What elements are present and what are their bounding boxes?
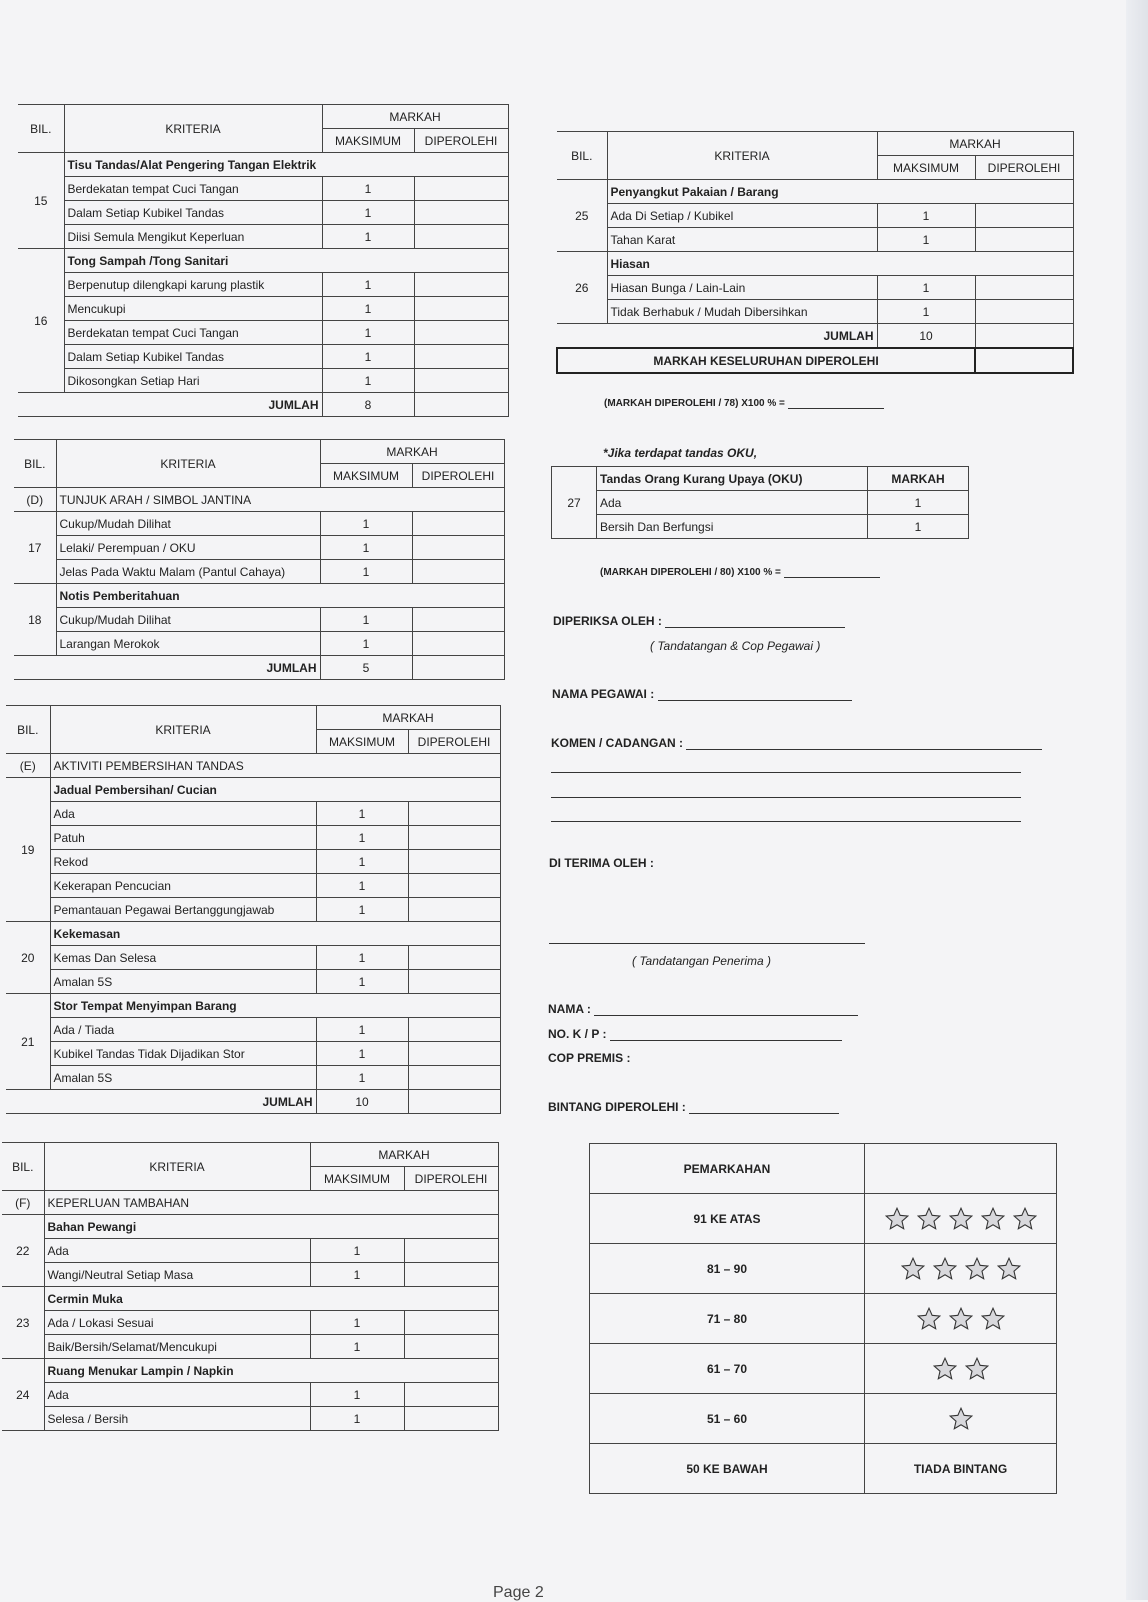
max-score: 1 — [310, 1239, 404, 1263]
jumlah-label: JUMLAH — [14, 656, 320, 680]
obtained-score-cell[interactable] — [975, 300, 1073, 324]
table-row — [557, 228, 1073, 252]
col-diperolehi: DIPEROLEHI — [412, 464, 504, 488]
col-diperolehi: DIPEROLEHI — [408, 730, 500, 754]
jumlah-obtained-cell[interactable] — [412, 656, 504, 680]
table-row — [6, 850, 500, 874]
col-diperolehi: DIPEROLEHI — [975, 156, 1073, 180]
sig-penerima-caption: ( Tandatangan Penerima ) — [632, 954, 771, 968]
star-icon — [996, 1256, 1022, 1282]
star-icon — [916, 1206, 942, 1232]
criteria-label: Ada — [597, 491, 868, 515]
max-score: 1 — [320, 632, 412, 656]
table-row — [18, 369, 508, 393]
max-score: 1 — [877, 228, 975, 252]
col-bil: BIL. — [14, 440, 56, 488]
rating-row — [590, 1394, 1057, 1444]
criteria-label: Mencukupi — [64, 297, 322, 321]
star-rating — [866, 1206, 1055, 1232]
criteria-label: Dikosongkan Setiap Hari — [64, 369, 322, 393]
table-row — [6, 802, 500, 826]
max-score: 1 — [320, 608, 412, 632]
group-title: Jadual Pembersihan/ Cucian — [50, 778, 500, 802]
nama-line[interactable] — [594, 1015, 858, 1016]
rating-row — [590, 1194, 1057, 1244]
obtained-score-cell[interactable] — [408, 1066, 500, 1090]
obtained-score-cell[interactable] — [404, 1383, 498, 1407]
section-id: (D) — [14, 488, 56, 512]
item-number: 23 — [2, 1287, 44, 1359]
criteria-label: Baik/Bersih/Selamat/Mencukupi — [44, 1335, 310, 1359]
section-title: KEPERLUAN TAMBAHAN — [44, 1191, 498, 1215]
jumlah-obtained-cell[interactable] — [408, 1090, 500, 1114]
diterima-signature-line[interactable] — [549, 943, 865, 944]
cop-premis-label: COP PREMIS : — [548, 1051, 631, 1065]
item-number: 17 — [14, 512, 56, 584]
formula-80-text: (MARKAH DIPEROLEHI / 80) X100 % = — [600, 567, 781, 578]
table-row — [14, 608, 504, 632]
star-icon — [1012, 1206, 1038, 1232]
max-score: 1 — [877, 204, 975, 228]
obtained-score-cell[interactable] — [408, 1018, 500, 1042]
criteria-label: Dalam Setiap Kubikel Tandas — [64, 345, 322, 369]
jumlah-max: 5 — [320, 656, 412, 680]
obtained-score-cell[interactable] — [412, 608, 504, 632]
rating-range: 91 KE ATAS — [590, 1194, 865, 1244]
group-title: Cermin Muka — [44, 1287, 498, 1311]
max-score: 1 — [322, 177, 414, 201]
max-score: 1 — [310, 1383, 404, 1407]
nokp-row — [548, 1027, 842, 1041]
diperiksa-signature-line[interactable] — [665, 627, 845, 628]
overall-marks-label: MARKAH KESELURUHAN DIPEROLEHI — [557, 348, 975, 373]
obtained-score-cell[interactable] — [414, 369, 508, 393]
nama-pegawai-label: NAMA PEGAWAI : — [552, 687, 655, 701]
overall-marks-cell[interactable] — [975, 348, 1073, 373]
criteria-table-d — [14, 439, 505, 680]
star-icon — [900, 1256, 926, 1282]
group-title: Kekemasan — [50, 922, 500, 946]
table-row — [557, 300, 1073, 324]
col-maksimum: MAKSIMUM — [310, 1167, 404, 1191]
criteria-table-f — [2, 1142, 499, 1431]
oku-title: Tandas Orang Kurang Upaya (OKU) — [597, 467, 868, 491]
nama-row — [548, 1002, 858, 1016]
item-number: 20 — [6, 922, 50, 994]
star-rating — [866, 1356, 1055, 1382]
star-icon — [948, 1406, 974, 1432]
max-score: 1 — [316, 946, 408, 970]
max-score: 1 — [316, 850, 408, 874]
col-maksimum: MAKSIMUM — [316, 730, 408, 754]
max-score: 1 — [316, 898, 408, 922]
obtained-score-cell[interactable] — [404, 1239, 498, 1263]
criteria-table-25-26 — [556, 131, 1074, 374]
table-row — [2, 1407, 498, 1431]
table-row — [6, 1066, 500, 1090]
group-title: Penyangkut Pakaian / Barang — [607, 180, 1073, 204]
criteria-label: Tahan Karat — [607, 228, 877, 252]
item-number: 25 — [557, 180, 607, 252]
max-score: 1 — [316, 1018, 408, 1042]
star-icon — [932, 1356, 958, 1382]
criteria-label: Kubikel Tandas Tidak Dijadikan Stor — [50, 1042, 316, 1066]
rating-header-blank — [865, 1144, 1057, 1194]
obtained-score-cell[interactable] — [414, 201, 508, 225]
max-score: 1 — [310, 1263, 404, 1287]
max-score: 1 — [316, 1066, 408, 1090]
criteria-label: Tidak Berhabuk / Mudah Dibersihkan — [607, 300, 877, 324]
max-score: 1 — [320, 560, 412, 584]
max-score: 1 — [316, 802, 408, 826]
criteria-label: Rekod — [50, 850, 316, 874]
star-rating — [866, 1256, 1055, 1282]
item-number: 15 — [18, 153, 64, 249]
table-row — [18, 321, 508, 345]
criteria-label: Ada / Lokasi Sesuai — [44, 1311, 310, 1335]
max-score: 1 — [316, 874, 408, 898]
criteria-label: Kemas Dan Selesa — [50, 946, 316, 970]
obtained-score-cell[interactable] — [414, 177, 508, 201]
max-score: 1 — [320, 536, 412, 560]
col-diperolehi: DIPEROLEHI — [404, 1167, 498, 1191]
rating-range: 81 – 90 — [590, 1244, 865, 1294]
col-bil: BIL. — [2, 1143, 44, 1191]
col-bil: BIL. — [557, 132, 607, 180]
diperiksa-label: DIPERIKSA OLEH : — [553, 614, 662, 628]
star-rating — [866, 1406, 1055, 1432]
criteria-label: Wangi/Neutral Setiap Masa — [44, 1263, 310, 1287]
obtained-score-cell[interactable] — [408, 946, 500, 970]
max-score: 1 — [316, 826, 408, 850]
criteria-table-e — [6, 705, 501, 1114]
star-icon — [980, 1306, 1006, 1332]
jumlah-label: JUMLAH — [557, 324, 877, 349]
criteria-table-15-16 — [18, 104, 509, 417]
star-rating — [866, 1306, 1055, 1332]
nama-pegawai-line[interactable] — [658, 700, 852, 701]
criteria-label: Berpenutup dilengkapi karung plastik — [64, 273, 322, 297]
obtained-score-cell[interactable] — [404, 1335, 498, 1359]
max-score: 1 — [322, 345, 414, 369]
col-markah: MARKAH — [877, 132, 1073, 156]
table-row — [18, 201, 508, 225]
criteria-label: Cukup/Mudah Dilihat — [56, 512, 320, 536]
criteria-label: Pemantauan Pegawai Bertanggungjawab — [50, 898, 316, 922]
criteria-label: Berdekatan tempat Cuci Tangan — [64, 321, 322, 345]
table-row — [14, 560, 504, 584]
obtained-score-cell[interactable] — [408, 802, 500, 826]
jumlah-max: 10 — [316, 1090, 408, 1114]
sig-pegawai-caption: ( Tandatangan & Cop Pegawai ) — [650, 639, 821, 653]
col-markah: MARKAH — [310, 1143, 498, 1167]
rating-range: 61 – 70 — [590, 1344, 865, 1394]
obtained-score-cell[interactable] — [975, 204, 1073, 228]
criteria-label: Ada — [44, 1383, 310, 1407]
table-row — [18, 297, 508, 321]
obtained-score-cell[interactable] — [414, 273, 508, 297]
max-score: 1 — [316, 970, 408, 994]
col-markah: MARKAH — [316, 706, 500, 730]
item-number: 21 — [6, 994, 50, 1090]
obtained-score-cell[interactable] — [408, 970, 500, 994]
max-score: 1 — [322, 225, 414, 249]
table-row — [18, 177, 508, 201]
rating-range: 71 – 80 — [590, 1294, 865, 1344]
obtained-score-cell[interactable] — [408, 898, 500, 922]
jumlah-obtained-cell[interactable] — [414, 393, 508, 417]
rating-row — [590, 1294, 1057, 1344]
nokp-label: NO. K / P : — [548, 1027, 607, 1041]
oku-markah-header: MARKAH — [868, 467, 969, 491]
table-row — [552, 491, 969, 515]
col-kriteria: KRITERIA — [44, 1143, 310, 1191]
jumlah-max: 10 — [877, 324, 975, 349]
col-kriteria: KRITERIA — [56, 440, 320, 488]
table-row — [6, 946, 500, 970]
max-score: 1 — [316, 1042, 408, 1066]
obtained-score-cell[interactable] — [412, 536, 504, 560]
bintang-row — [548, 1100, 839, 1114]
max-score: 1 — [322, 297, 414, 321]
rating-row — [590, 1344, 1057, 1394]
criteria-label: Jelas Pada Waktu Malam (Pantul Cahaya) — [56, 560, 320, 584]
table-row — [552, 515, 969, 539]
group-title: Stor Tempat Menyimpan Barang — [50, 994, 500, 1018]
table-row — [14, 512, 504, 536]
nama-pegawai-row — [552, 687, 852, 701]
criteria-label: Amalan 5S — [50, 970, 316, 994]
table-row — [14, 536, 504, 560]
criteria-label: Cukup/Mudah Dilihat — [56, 608, 320, 632]
komen-line-4[interactable] — [551, 821, 1021, 822]
rating-range: 51 – 60 — [590, 1394, 865, 1444]
formula-80-answer-line[interactable] — [784, 577, 880, 578]
star-icon — [916, 1306, 942, 1332]
bintang-label: BINTANG DIPEROLEHI : — [548, 1100, 686, 1114]
section-id: (F) — [2, 1191, 44, 1215]
obtained-score-cell[interactable] — [414, 321, 508, 345]
formula-78 — [604, 398, 884, 409]
item-number: 27 — [552, 467, 597, 539]
formula-78-answer-line[interactable] — [788, 408, 884, 409]
obtained-score-cell[interactable] — [414, 225, 508, 249]
item-number: 16 — [18, 249, 64, 393]
criteria-label: Patuh — [50, 826, 316, 850]
star-icon — [964, 1356, 990, 1382]
col-kriteria: KRITERIA — [64, 105, 322, 153]
max-score: 1 — [868, 515, 969, 539]
item-number: 19 — [6, 778, 50, 922]
table-row — [6, 1018, 500, 1042]
max-score: 1 — [322, 273, 414, 297]
page-number: Page 2 — [493, 1584, 544, 1601]
obtained-score-cell[interactable] — [408, 826, 500, 850]
nokp-line[interactable] — [610, 1040, 842, 1041]
table-row — [6, 874, 500, 898]
col-markah: MARKAH — [320, 440, 504, 464]
col-kriteria: KRITERIA — [50, 706, 316, 754]
obtained-score-cell[interactable] — [412, 632, 504, 656]
obtained-score-cell[interactable] — [404, 1263, 498, 1287]
item-number: 22 — [2, 1215, 44, 1287]
table-row — [2, 1239, 498, 1263]
table-row — [2, 1335, 498, 1359]
obtained-score-cell[interactable] — [404, 1407, 498, 1431]
komen-row — [551, 736, 1042, 750]
diperiksa-row — [553, 614, 845, 628]
criteria-label: Dalam Setiap Kubikel Tandas — [64, 201, 322, 225]
table-row — [18, 273, 508, 297]
criteria-label: Bersih Dan Berfungsi — [597, 515, 868, 539]
tiada-bintang: TIADA BINTANG — [865, 1444, 1057, 1494]
obtained-score-cell[interactable] — [414, 345, 508, 369]
formula-80 — [600, 567, 880, 578]
criteria-label: Ada — [50, 802, 316, 826]
group-title: Ruang Menukar Lampin / Napkin — [44, 1359, 498, 1383]
criteria-label: Diisi Semula Mengikut Keperluan — [64, 225, 322, 249]
nama-label: NAMA : — [548, 1002, 591, 1016]
item-number: 24 — [2, 1359, 44, 1431]
section-id: (E) — [6, 754, 50, 778]
star-icon — [948, 1206, 974, 1232]
group-title: Tong Sampah /Tong Sanitari — [64, 249, 508, 273]
criteria-label: Amalan 5S — [50, 1066, 316, 1090]
col-diperolehi: DIPEROLEHI — [414, 129, 508, 153]
table-row — [2, 1311, 498, 1335]
max-score: 1 — [310, 1335, 404, 1359]
col-kriteria: KRITERIA — [607, 132, 877, 180]
criteria-label: Kekerapan Pencucian — [50, 874, 316, 898]
obtained-score-cell[interactable] — [975, 228, 1073, 252]
col-maksimum: MAKSIMUM — [877, 156, 975, 180]
group-title: Notis Pemberitahuan — [56, 584, 504, 608]
obtained-score-cell[interactable] — [408, 1042, 500, 1066]
page-edge-shadow — [1126, 0, 1148, 1600]
item-number: 26 — [557, 252, 607, 324]
criteria-label: Hiasan Bunga / Lain-Lain — [607, 276, 877, 300]
obtained-score-cell[interactable] — [408, 874, 500, 898]
criteria-label: Ada / Tiada — [50, 1018, 316, 1042]
komen-label: KOMEN / CADANGAN : — [551, 736, 683, 750]
jumlah-obtained-cell[interactable] — [975, 324, 1073, 349]
komen-line-3[interactable] — [551, 797, 1021, 798]
section-title: AKTIVITI PEMBERSIHAN TANDAS — [50, 754, 500, 778]
table-row — [6, 1042, 500, 1066]
col-markah: MARKAH — [322, 105, 508, 129]
diterima-label: DI TERIMA OLEH : — [549, 856, 654, 870]
criteria-label: Ada — [44, 1239, 310, 1263]
col-bil: BIL. — [18, 105, 64, 153]
star-icon — [980, 1206, 1006, 1232]
max-score: 1 — [877, 300, 975, 324]
rating-row — [590, 1444, 1057, 1494]
table-row — [6, 898, 500, 922]
rating-header: PEMARKAHAN — [590, 1144, 865, 1194]
item-number: 18 — [14, 584, 56, 656]
table-row — [14, 632, 504, 656]
max-score: 1 — [322, 201, 414, 225]
col-maksimum: MAKSIMUM — [322, 129, 414, 153]
table-row — [6, 970, 500, 994]
star-icon — [948, 1306, 974, 1332]
table-row — [2, 1383, 498, 1407]
star-icon — [932, 1256, 958, 1282]
col-bil: BIL. — [6, 706, 50, 754]
max-score: 1 — [322, 369, 414, 393]
table-row — [2, 1263, 498, 1287]
criteria-label: Selesa / Bersih — [44, 1407, 310, 1431]
jumlah-label: JUMLAH — [18, 393, 322, 417]
table-row — [18, 225, 508, 249]
obtained-score-cell[interactable] — [408, 850, 500, 874]
rating-range: 50 KE BAWAH — [590, 1444, 865, 1494]
criteria-label: Larangan Merokok — [56, 632, 320, 656]
criteria-label: Berdekatan tempat Cuci Tangan — [64, 177, 322, 201]
criteria-label: Lelaki/ Perempuan / OKU — [56, 536, 320, 560]
star-icon — [884, 1206, 910, 1232]
obtained-score-cell[interactable] — [412, 560, 504, 584]
max-score: 1 — [868, 491, 969, 515]
rating-row — [590, 1244, 1057, 1294]
col-maksimum: MAKSIMUM — [320, 464, 412, 488]
star-icon — [964, 1256, 990, 1282]
jumlah-label: JUMLAH — [6, 1090, 316, 1114]
table-row — [18, 345, 508, 369]
criteria-label: Ada Di Setiap / Kubikel — [607, 204, 877, 228]
jumlah-max: 8 — [322, 393, 414, 417]
max-score: 1 — [322, 321, 414, 345]
obtained-score-cell[interactable] — [412, 512, 504, 536]
max-score: 1 — [310, 1407, 404, 1431]
obtained-score-cell[interactable] — [975, 276, 1073, 300]
table-row — [6, 826, 500, 850]
table-row — [557, 276, 1073, 300]
group-title: Hiasan — [607, 252, 1073, 276]
max-score: 1 — [320, 512, 412, 536]
table-row — [557, 204, 1073, 228]
group-title: Bahan Pewangi — [44, 1215, 498, 1239]
obtained-score-cell[interactable] — [404, 1311, 498, 1335]
bintang-line[interactable] — [689, 1113, 839, 1114]
komen-line-2[interactable] — [551, 772, 1021, 773]
oku-note: *Jika terdapat tandas OKU, — [603, 446, 758, 460]
oku-table — [551, 466, 969, 539]
section-title: TUNJUK ARAH / SIMBOL JANTINA — [56, 488, 504, 512]
formula-78-text: (MARKAH DIPEROLEHI / 78) X100 % = — [604, 398, 785, 409]
komen-line-1[interactable] — [686, 749, 1042, 750]
group-title: Tisu Tandas/Alat Pengering Tangan Elektrik — [64, 153, 508, 177]
max-score: 1 — [310, 1311, 404, 1335]
max-score: 1 — [877, 276, 975, 300]
obtained-score-cell[interactable] — [414, 297, 508, 321]
rating-table — [589, 1143, 1057, 1494]
